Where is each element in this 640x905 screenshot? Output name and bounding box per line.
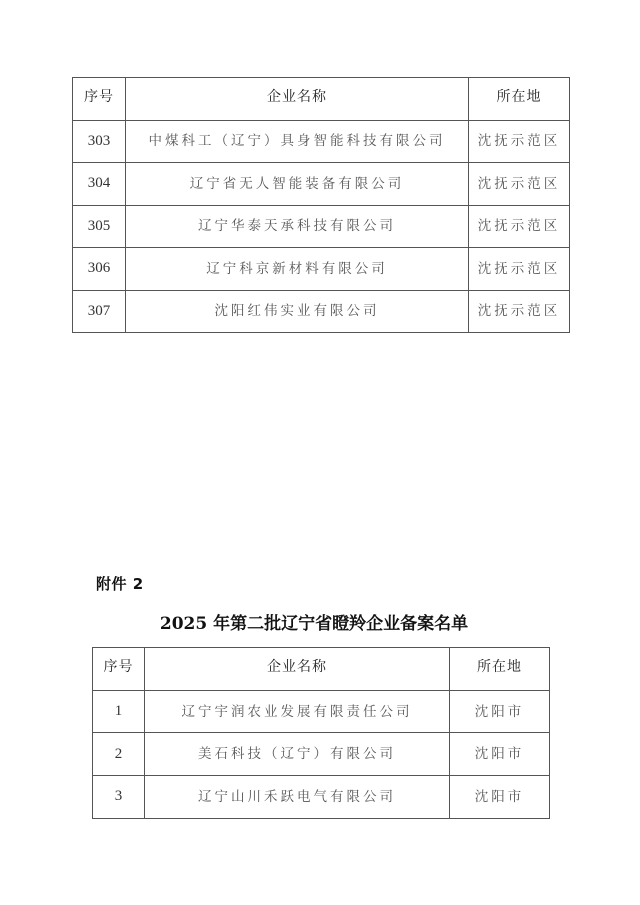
document-title: 2025 年第二批辽宁省瞪羚企业备案名单 — [159, 614, 469, 634]
table-row — [73, 205, 570, 248]
row-location: 沈抚示范区 — [469, 163, 570, 206]
table-row — [93, 733, 550, 776]
row-company-name: 辽宁省无人智能装备有限公司 — [126, 163, 469, 206]
row-location: 沈抚示范区 — [469, 120, 570, 163]
row-index: 306 — [73, 248, 126, 291]
header-company-name: 企业名称 — [145, 648, 450, 691]
row-location: 沈抚示范区 — [469, 248, 570, 291]
table-row — [73, 290, 570, 333]
row-index: 2 — [93, 733, 145, 776]
row-index: 3 — [93, 776, 145, 819]
row-index: 1 — [93, 690, 145, 733]
row-company-name: 辽宁山川禾跃电气有限公司 — [145, 776, 450, 819]
table-row — [93, 690, 550, 733]
row-index: 304 — [73, 163, 126, 206]
row-company-name: 中煤科工（辽宁）具身智能科技有限公司 — [126, 120, 469, 163]
header-company-name: 企业名称 — [126, 78, 469, 121]
row-location: 沈抚示范区 — [469, 205, 570, 248]
table-row — [73, 248, 570, 291]
row-index: 305 — [73, 205, 126, 248]
table-row — [93, 776, 550, 819]
row-company-name: 沈阳红伟实业有限公司 — [126, 290, 469, 333]
row-location: 沈阳市 — [450, 690, 550, 733]
row-location: 沈阳市 — [450, 733, 550, 776]
row-company-name: 辽宁华泰天承科技有限公司 — [126, 205, 469, 248]
row-location: 沈抚示范区 — [469, 290, 570, 333]
attachment-label: 附件 2 — [96, 575, 144, 593]
row-index: 307 — [73, 290, 126, 333]
header-index: 序号 — [93, 648, 145, 691]
row-location: 沈阳市 — [450, 776, 550, 819]
table-row — [73, 163, 570, 206]
row-index: 303 — [73, 120, 126, 163]
table-row — [73, 120, 570, 163]
table-header-row — [93, 648, 550, 691]
header-index: 序号 — [73, 78, 126, 121]
gazelle-enterprise-table — [92, 647, 550, 819]
header-location: 所在地 — [450, 648, 550, 691]
row-company-name: 辽宁宇润农业发展有限责任公司 — [145, 690, 450, 733]
row-company-name: 辽宁科京新材料有限公司 — [126, 248, 469, 291]
header-location: 所在地 — [469, 78, 570, 121]
table-header-row — [73, 78, 570, 121]
enterprise-table-continued — [72, 77, 570, 333]
row-company-name: 美石科技（辽宁）有限公司 — [145, 733, 450, 776]
